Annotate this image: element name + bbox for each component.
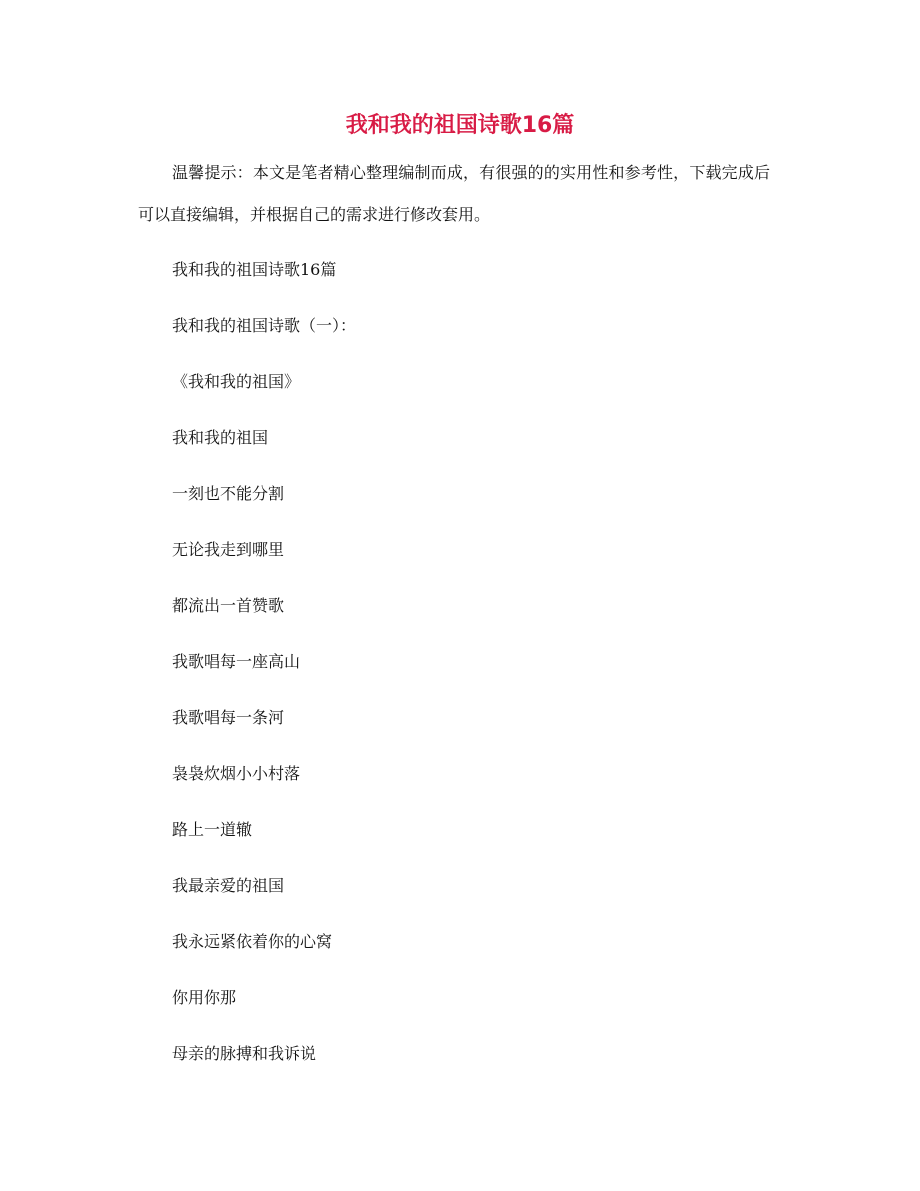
body-line: 我歌唱每一座高山 — [172, 652, 301, 671]
body-line: 你用你那 — [172, 988, 237, 1007]
document-title: 我和我的祖国诗歌16篇 — [345, 113, 575, 138]
notice-paragraph: 温馨提示：本文是笔者精心整理编制而成，有很强的的实用性和参考性，下载完成后可以直接编辑，并根据自己的需求进行修改套用。 — [138, 163, 770, 224]
body-line: 母亲的脉搏和我诉说 — [172, 1044, 317, 1063]
body-line: 《我和我的祖国》 — [172, 372, 301, 391]
body-line: 我最亲爱的祖国 — [172, 876, 285, 895]
body-line: 我和我的祖国诗歌16篇 — [172, 260, 337, 279]
body-line: 我永远紧依着你的心窝 — [172, 932, 333, 951]
body-line: 都流出一首赞歌 — [172, 596, 285, 615]
body-line: 我和我的祖国 — [172, 428, 269, 447]
body-line: 无论我走到哪里 — [172, 540, 285, 559]
body-line: 一刻也不能分割 — [172, 484, 285, 503]
body-line: 我歌唱每一条河 — [172, 708, 285, 727]
body-line: 袅袅炊烟小小村落 — [172, 764, 301, 783]
body-line: 路上一道辙 — [172, 820, 253, 839]
body-line: 我和我的祖国诗歌（一）： — [172, 316, 357, 335]
